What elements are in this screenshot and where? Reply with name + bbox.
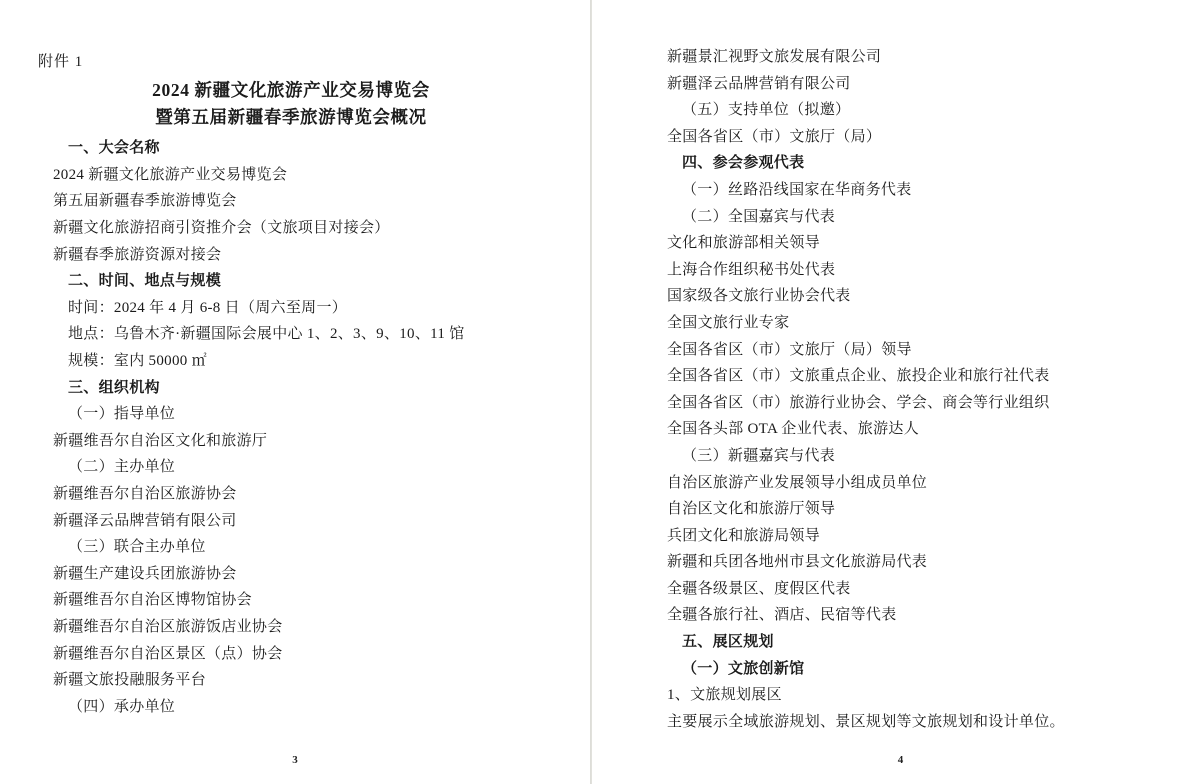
right-page-line: （三）新疆嘉宾与代表 [682, 447, 836, 464]
right-page-line: 全国各省区（市）文旅重点企业、旅投企业和旅行社代表 [667, 368, 1050, 385]
left-page-line: 新疆文化旅游招商引资推介会（文旅项目对接会） [53, 220, 390, 237]
right-page-line: 文化和旅游部相关领导 [667, 235, 821, 252]
left-page-line: 新疆维吾尔自治区旅游协会 [53, 485, 237, 502]
right-page-line: 自治区旅游产业发展领导小组成员单位 [667, 474, 928, 491]
right-page-line: 国家级各文旅行业协会代表 [667, 288, 851, 305]
right-page-line: （二）全国嘉宾与代表 [682, 208, 836, 225]
right-page-line: 全国各省区（市）文旅厅（局） [667, 128, 882, 145]
document-title-line-1: 2024 新疆文化旅游产业交易博览会 [152, 80, 430, 100]
left-page-line: 新疆泽云品牌营销有限公司 [53, 512, 237, 529]
document-title [38, 77, 544, 131]
left-page-body [38, 135, 544, 720]
left-page-line: 第五届新疆春季旅游博览会 [53, 193, 237, 210]
left-page-line: （三）联合主办单位 [68, 539, 206, 556]
right-page-line: 新疆和兵团各地州市县文化旅游局代表 [667, 554, 928, 571]
page-number-left: 3 [292, 754, 298, 766]
left-page-line: 新疆维吾尔自治区景区（点）协会 [53, 645, 283, 662]
right-page-line: 新疆景汇视野文旅发展有限公司 [667, 49, 882, 65]
left-page-line: 一、大会名称 [68, 140, 160, 157]
left-page-line: 时间：2024 年 4 月 6-8 日（周六至周一） [68, 299, 348, 316]
left-page-line: （四）承办单位 [68, 698, 176, 715]
right-page-line: 全疆各级景区、度假区代表 [667, 580, 851, 597]
right-page-line: 全国各省区（市）文旅厅（局）领导 [667, 341, 912, 358]
left-page-line: （二）主办单位 [68, 459, 176, 476]
left-page-line: 2024 新疆文化旅游产业交易博览会 [53, 166, 288, 183]
right-page-line: 1、文旅规划展区 [667, 687, 782, 704]
left-page-line: 新疆春季旅游资源对接会 [53, 246, 222, 263]
document-title-line-2: 暨第五届新疆春季旅游博览会概况 [155, 107, 427, 128]
left-page-line: 新疆维吾尔自治区博物馆协会 [53, 592, 252, 609]
left-page-line: 地点：乌鲁木齐·新疆国际会展中心 1、2、3、9、10、11 馆 [68, 326, 465, 343]
right-page-line: 五、展区规划 [682, 634, 774, 651]
right-page-line: 全国各省区（市）旅游行业协会、学会、商会等行业组织 [667, 394, 1050, 411]
attachment-label: 附件 1 [38, 54, 84, 70]
left-page-line: 规模：室内 50000 ㎡ [68, 353, 207, 369]
left-page-line: （一）指导单位 [68, 406, 176, 423]
right-page-line: 兵团文化和旅游局领导 [667, 527, 821, 544]
right-page-body [652, 44, 1135, 735]
right-page-line: （五）支持单位（拟邀） [682, 102, 851, 119]
right-page-line: 自治区文化和旅游厅领导 [667, 501, 836, 518]
right-page-line: 上海合作组织秘书处代表 [667, 261, 836, 278]
page-left [0, 0, 590, 784]
left-page-line: 新疆维吾尔自治区文化和旅游厅 [53, 432, 268, 449]
right-page-line: 新疆泽云品牌营销有限公司 [667, 75, 851, 92]
right-page-line: 全国文旅行业专家 [667, 314, 790, 331]
right-page-line: 四、参会参观代表 [682, 155, 805, 172]
right-page-line: 全疆各旅行社、酒店、民宿等代表 [667, 607, 897, 624]
left-page-line: 新疆生产建设兵团旅游协会 [53, 565, 237, 582]
right-page-line: （一）丝路沿线国家在华商务代表 [682, 181, 912, 198]
left-page-line: 三、组织机构 [68, 379, 160, 396]
left-page-line: 新疆文旅投融服务平台 [53, 672, 207, 689]
left-page-line: 新疆维吾尔自治区旅游饭店业协会 [53, 618, 283, 635]
left-page-line: 二、时间、地点与规模 [68, 273, 222, 290]
page-number-right: 4 [897, 754, 904, 766]
right-page-line: 主要展示全域旅游规划、景区规划等文旅规划和设计单位。 [667, 713, 1065, 730]
page-right [592, 0, 1181, 784]
right-page-line: （一）文旅创新馆 [682, 660, 805, 677]
right-page-line: 全国各头部 OTA 企业代表、旅游达人 [667, 421, 920, 438]
